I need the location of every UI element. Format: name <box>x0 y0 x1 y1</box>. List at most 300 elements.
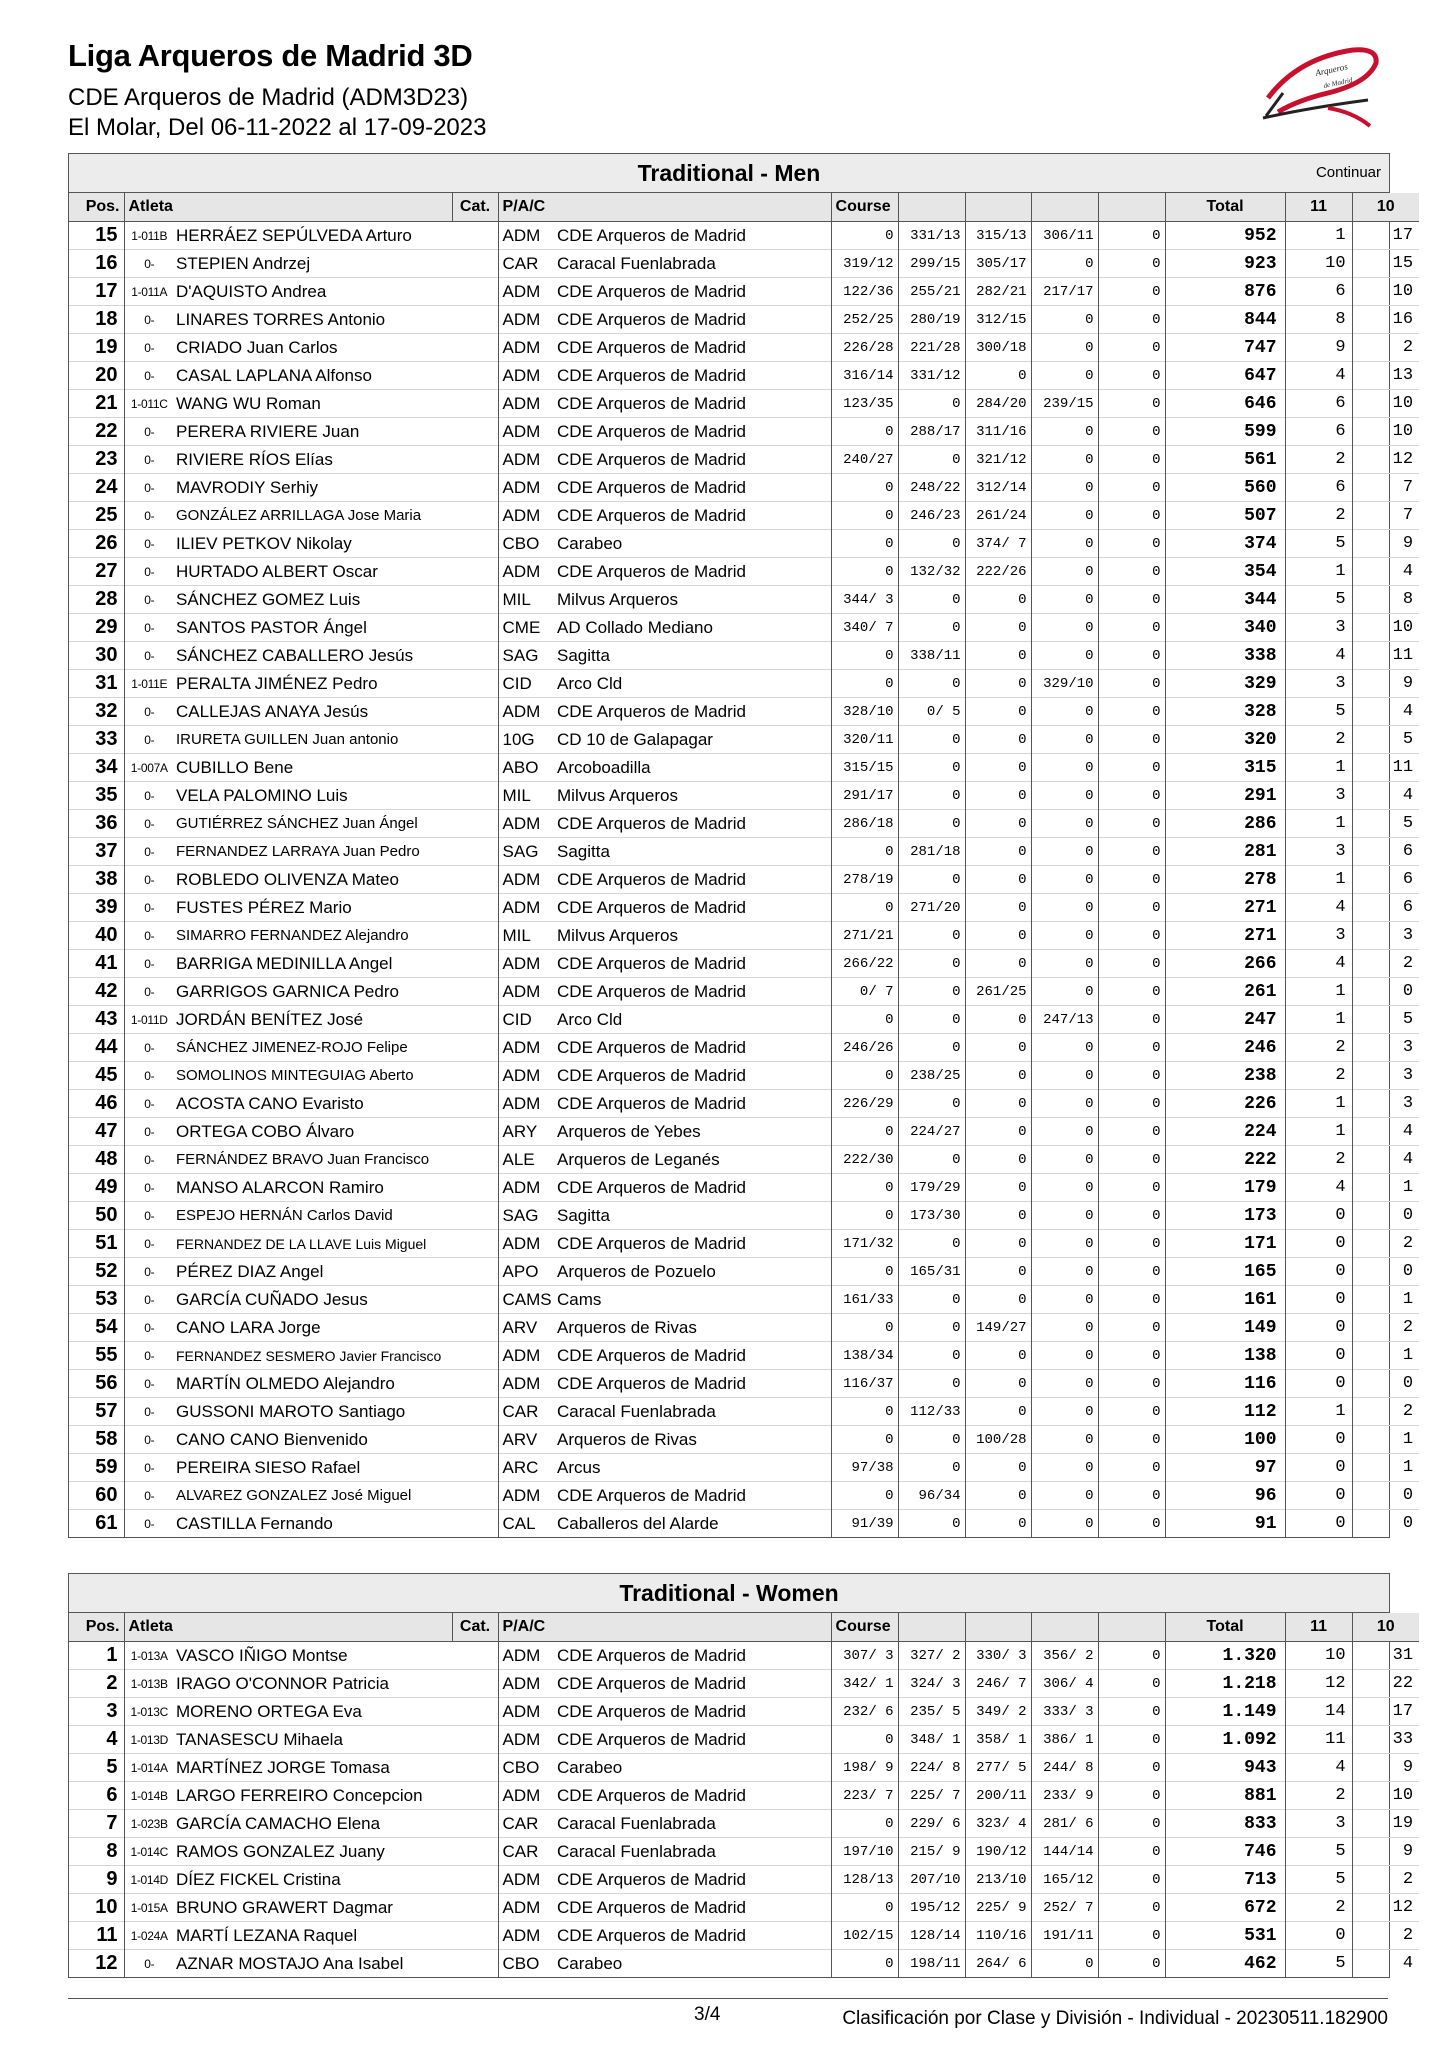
category <box>452 1810 498 1838</box>
total-score: 560 <box>1165 474 1285 502</box>
category <box>452 754 498 782</box>
course-score-4: 0 <box>1031 642 1098 670</box>
course-score-2: 327/ 2 <box>898 1642 965 1670</box>
course-score-4: 281/ 6 <box>1031 1810 1098 1838</box>
total-score: 561 <box>1165 446 1285 474</box>
col-pos: Pos. <box>69 1613 124 1642</box>
license: 0- <box>144 620 155 635</box>
athlete-name: SIMARRO FERNANDEZ Alejandro <box>176 927 409 944</box>
course-score-4: 191/11 <box>1031 1922 1098 1950</box>
course-score-3: 222/26 <box>965 558 1031 586</box>
category <box>452 1118 498 1146</box>
category <box>452 1174 498 1202</box>
club-name: CDE Arqueros de Madrid <box>553 474 831 502</box>
count-11: 4 <box>1285 642 1352 670</box>
course-score-2: 0 <box>898 810 965 838</box>
course-score-4: 0 <box>1031 614 1098 642</box>
club-code: ARV <box>502 1429 538 1449</box>
club-name: CDE Arqueros de Madrid <box>553 1894 831 1922</box>
rank: 29 <box>69 614 124 642</box>
rank: 28 <box>69 586 124 614</box>
count-10: 12 <box>1392 1898 1414 1917</box>
count-11: 0 <box>1285 1426 1352 1454</box>
course-score-1: 286/18 <box>831 810 898 838</box>
count-10: 4 <box>1402 1122 1414 1141</box>
rank: 26 <box>69 530 124 558</box>
course-score-2: 112/33 <box>898 1398 965 1426</box>
club-name: Caracal Fuenlabrada <box>553 1810 831 1838</box>
club-code: ADM <box>502 281 541 301</box>
course-score-1: 122/36 <box>831 278 898 306</box>
course-score-1: 319/12 <box>831 250 898 278</box>
course-score-3: 0 <box>965 1482 1031 1510</box>
club-name: Arqueros de Rivas <box>553 1314 831 1342</box>
total-score: 844 <box>1165 306 1285 334</box>
club-code: MIL <box>502 785 531 805</box>
rank: 6 <box>69 1782 124 1810</box>
category <box>452 1950 498 1978</box>
course-score-4: 386/ 1 <box>1031 1726 1098 1754</box>
club-code: CAR <box>502 1401 539 1421</box>
count-11: 6 <box>1285 474 1352 502</box>
total-score: 281 <box>1165 838 1285 866</box>
athlete-name: JORDÁN BENÍTEZ José <box>176 1009 364 1029</box>
course-score-2: 0 <box>898 586 965 614</box>
club-code: ADM <box>502 813 541 833</box>
athlete-name: FERNANDEZ DE LA LLAVE Luis Miguel <box>176 1235 427 1252</box>
license: 0- <box>144 1152 155 1167</box>
total-score: 462 <box>1165 1950 1285 1978</box>
club-code: ABO <box>502 757 539 777</box>
count-10: 4 <box>1402 1150 1414 1169</box>
count-11: 1 <box>1285 1398 1352 1426</box>
rank: 34 <box>69 754 124 782</box>
athlete-name: SANTOS PASTOR Ángel <box>176 617 367 637</box>
count-11: 9 <box>1285 334 1352 362</box>
course-score-5: 0 <box>1098 1062 1165 1090</box>
count-11: 1 <box>1285 810 1352 838</box>
category <box>452 1922 498 1950</box>
total-score: 340 <box>1165 614 1285 642</box>
club-name: CDE Arqueros de Madrid <box>553 1782 831 1810</box>
count-11: 8 <box>1285 306 1352 334</box>
count-10: 7 <box>1402 478 1414 497</box>
license: 0- <box>144 1236 155 1251</box>
club-name: CDE Arqueros de Madrid <box>553 1866 831 1894</box>
club-code: MIL <box>502 925 531 945</box>
course-score-1: 0 <box>831 1174 898 1202</box>
club-code: SAG <box>502 645 539 665</box>
athlete-name: ALVAREZ GONZALEZ José Miguel <box>176 1487 412 1504</box>
club-name: CDE Arqueros de Madrid <box>553 306 831 334</box>
course-score-3: 0 <box>965 922 1031 950</box>
club-code: ADM <box>502 701 541 721</box>
license: 0- <box>144 312 155 327</box>
count-11: 3 <box>1285 1810 1352 1838</box>
course-score-4: 233/ 9 <box>1031 1782 1098 1810</box>
category <box>452 586 498 614</box>
course-score-4: 0 <box>1031 446 1098 474</box>
athlete-name: ACOSTA CANO Evaristo <box>176 1093 364 1113</box>
count-10: 4 <box>1402 702 1414 721</box>
count-11: 6 <box>1285 278 1352 306</box>
count-11: 1 <box>1285 558 1352 586</box>
course-score-1: 0 <box>831 530 898 558</box>
club-code: ADM <box>502 981 541 1001</box>
course-score-1: 328/10 <box>831 698 898 726</box>
athlete-name: VELA PALOMINO Luis <box>176 785 348 805</box>
table-row <box>69 1810 1419 1838</box>
club-code: SAG <box>502 1205 539 1225</box>
total-score: 261 <box>1165 978 1285 1006</box>
rank: 35 <box>69 782 124 810</box>
table-row <box>69 1118 1419 1146</box>
total-score: 320 <box>1165 726 1285 754</box>
course-score-1: 344/ 3 <box>831 586 898 614</box>
course-score-4: 0 <box>1031 1146 1098 1174</box>
course-score-2: 0 <box>898 1090 965 1118</box>
table-row <box>69 1426 1419 1454</box>
course-score-2: 0 <box>898 390 965 418</box>
rank: 15 <box>69 222 124 250</box>
course-score-4: 306/11 <box>1031 222 1098 250</box>
club-name: Arco Cld <box>553 670 831 698</box>
club-code: ADM <box>502 365 541 385</box>
course-score-4: 0 <box>1031 530 1098 558</box>
count-10: 1 <box>1402 1346 1414 1365</box>
total-score: 599 <box>1165 418 1285 446</box>
total-score: 96 <box>1165 1482 1285 1510</box>
table-row <box>69 1670 1419 1698</box>
course-score-3: 284/20 <box>965 390 1031 418</box>
count-11: 1 <box>1285 754 1352 782</box>
course-score-2: 195/12 <box>898 1894 965 1922</box>
course-score-3: 323/ 4 <box>965 1810 1031 1838</box>
course-score-4: 0 <box>1031 250 1098 278</box>
course-score-3: 190/12 <box>965 1838 1031 1866</box>
count-11: 0 <box>1285 1510 1352 1538</box>
category <box>452 1258 498 1286</box>
section-title: Traditional - Women <box>619 1580 839 1606</box>
course-score-2: 165/31 <box>898 1258 965 1286</box>
course-score-1: 91/39 <box>831 1510 898 1538</box>
course-score-4: 0 <box>1031 418 1098 446</box>
count-11: 11 <box>1285 1726 1352 1754</box>
club-code: CAL <box>502 1513 536 1533</box>
course-score-2: 0 <box>898 1454 965 1482</box>
count-11: 4 <box>1285 1754 1352 1782</box>
club-name: Sagitta <box>553 642 831 670</box>
course-score-5: 0 <box>1098 1118 1165 1146</box>
course-score-3: 0 <box>965 698 1031 726</box>
category <box>452 1838 498 1866</box>
course-score-3: 261/25 <box>965 978 1031 1006</box>
club-name: CD 10 de Galapagar <box>553 726 831 754</box>
table-row <box>69 1034 1419 1062</box>
count-10: 10 <box>1392 282 1414 301</box>
total-score: 179 <box>1165 1174 1285 1202</box>
rank: 60 <box>69 1482 124 1510</box>
license: 0- <box>144 1348 155 1363</box>
club-name: Caballeros del Alarde <box>553 1510 831 1538</box>
category <box>452 1670 498 1698</box>
license: 0- <box>144 816 155 831</box>
rank: 42 <box>69 978 124 1006</box>
club-code: ADM <box>502 225 541 245</box>
athlete-name: FERNANDEZ LARRAYA Juan Pedro <box>176 843 420 860</box>
course-score-2: 0 <box>898 1146 965 1174</box>
club-code: ADM <box>502 1673 541 1693</box>
course-score-4: 0 <box>1031 782 1098 810</box>
course-score-5: 0 <box>1098 1034 1165 1062</box>
course-score-3: 149/27 <box>965 1314 1031 1342</box>
athlete-name: BARRIGA MEDINILLA Angel <box>176 953 393 973</box>
count-11: 3 <box>1285 614 1352 642</box>
course-score-3: 0 <box>965 1230 1031 1258</box>
course-score-1: 271/21 <box>831 922 898 950</box>
section-header <box>69 1574 1389 1613</box>
course-score-3: 100/28 <box>965 1426 1031 1454</box>
course-score-3: 0 <box>965 586 1031 614</box>
course-score-1: 171/32 <box>831 1230 898 1258</box>
rank: 10 <box>69 1894 124 1922</box>
club-name: Caracal Fuenlabrada <box>553 250 831 278</box>
course-score-4: 0 <box>1031 1314 1098 1342</box>
course-score-2: 224/ 8 <box>898 1754 965 1782</box>
course-score-2: 0 <box>898 1510 965 1538</box>
course-score-5: 0 <box>1098 670 1165 698</box>
count-11: 6 <box>1285 390 1352 418</box>
course-score-1: 197/10 <box>831 1838 898 1866</box>
count-11: 5 <box>1285 698 1352 726</box>
table-row <box>69 1482 1419 1510</box>
results-table <box>69 1613 1419 1977</box>
count-10: 6 <box>1402 842 1414 861</box>
club-code: CBO <box>502 1953 540 1973</box>
club-code: ADM <box>502 1093 541 1113</box>
category <box>452 418 498 446</box>
total-score: 100 <box>1165 1426 1285 1454</box>
course-score-5: 0 <box>1098 1174 1165 1202</box>
course-score-1: 0 <box>831 642 898 670</box>
rank: 30 <box>69 642 124 670</box>
club-name: Arcus <box>553 1454 831 1482</box>
course-score-5: 0 <box>1098 502 1165 530</box>
course-score-4: 0 <box>1031 306 1098 334</box>
rank: 7 <box>69 1810 124 1838</box>
course-score-3: 0 <box>965 1090 1031 1118</box>
rank: 16 <box>69 250 124 278</box>
col-11: 11 <box>1285 1613 1352 1642</box>
total-score: 328 <box>1165 698 1285 726</box>
rank: 2 <box>69 1670 124 1698</box>
section-traditional-men <box>68 153 1414 1538</box>
course-score-1: 226/28 <box>831 334 898 362</box>
course-score-4: 0 <box>1031 922 1098 950</box>
license: 0- <box>144 1376 155 1391</box>
course-score-2: 128/14 <box>898 1922 965 1950</box>
total-score: 943 <box>1165 1754 1285 1782</box>
course-score-5: 0 <box>1098 1754 1165 1782</box>
table-row <box>69 362 1419 390</box>
rank: 24 <box>69 474 124 502</box>
course-score-1: 0 <box>831 1118 898 1146</box>
course-score-2: 281/18 <box>898 838 965 866</box>
course-score-5: 0 <box>1098 334 1165 362</box>
course-score-1: 0 <box>831 1006 898 1034</box>
total-score: 247 <box>1165 1006 1285 1034</box>
category <box>452 1202 498 1230</box>
count-10: 2 <box>1402 1318 1414 1337</box>
club-name: CDE Arqueros de Madrid <box>553 390 831 418</box>
athlete-name: FERNANDEZ SESMERO Javier Francisco <box>176 1347 442 1364</box>
count-11: 0 <box>1285 1370 1352 1398</box>
course-score-5: 0 <box>1098 782 1165 810</box>
athlete-name: WANG WU Roman <box>176 393 321 413</box>
table-row <box>69 922 1419 950</box>
club-code: ADM <box>502 449 541 469</box>
course-score-3: 246/ 7 <box>965 1670 1031 1698</box>
count-10: 1 <box>1402 1458 1414 1477</box>
course-score-1: 342/ 1 <box>831 1670 898 1698</box>
total-score: 278 <box>1165 866 1285 894</box>
total-score: 672 <box>1165 1894 1285 1922</box>
count-10: 13 <box>1392 366 1414 385</box>
col-athlete: Atleta <box>124 1613 452 1642</box>
course-score-1: 223/ 7 <box>831 1782 898 1810</box>
license: 0- <box>144 1208 155 1223</box>
club-name: Arqueros de Leganés <box>553 1146 831 1174</box>
table-row <box>69 698 1419 726</box>
course-score-3: 0 <box>965 642 1031 670</box>
club-name: CDE Arqueros de Madrid <box>553 1726 831 1754</box>
club-name: CDE Arqueros de Madrid <box>553 866 831 894</box>
course-score-1: 0 <box>831 1482 898 1510</box>
course-score-3: 0 <box>965 362 1031 390</box>
athlete-name: CASTILLA Fernando <box>176 1513 333 1533</box>
count-10: 17 <box>1392 226 1414 245</box>
rank: 31 <box>69 670 124 698</box>
course-score-4: 0 <box>1031 810 1098 838</box>
count-10: 1 <box>1402 1178 1414 1197</box>
course-score-2: 96/34 <box>898 1482 965 1510</box>
club-code: CAR <box>502 1813 539 1833</box>
col-blank <box>898 1613 965 1642</box>
course-score-5: 0 <box>1098 978 1165 1006</box>
course-score-3: 225/ 9 <box>965 1894 1031 1922</box>
athlete-name: D'AQUISTO Andrea <box>176 281 327 301</box>
total-score: 329 <box>1165 670 1285 698</box>
course-score-5: 0 <box>1098 1698 1165 1726</box>
count-10: 7 <box>1402 506 1414 525</box>
course-score-2: 0 <box>898 922 965 950</box>
course-score-5: 0 <box>1098 1230 1165 1258</box>
license: 0- <box>144 1516 155 1531</box>
total-score: 747 <box>1165 334 1285 362</box>
course-score-3: 0 <box>965 894 1031 922</box>
rank: 22 <box>69 418 124 446</box>
course-score-2: 0 <box>898 1342 965 1370</box>
total-score: 1.149 <box>1165 1698 1285 1726</box>
count-11: 1 <box>1285 222 1352 250</box>
count-11: 1 <box>1285 978 1352 1006</box>
course-score-2: 173/30 <box>898 1202 965 1230</box>
license: 0- <box>144 508 155 523</box>
rank: 3 <box>69 1698 124 1726</box>
count-10: 3 <box>1402 1038 1414 1057</box>
club-code: CID <box>502 673 532 693</box>
course-score-4: 0 <box>1031 502 1098 530</box>
col-blank <box>1098 193 1165 222</box>
course-score-1: 0 <box>831 1062 898 1090</box>
table-row <box>69 1398 1419 1426</box>
club-name: CDE Arqueros de Madrid <box>553 1698 831 1726</box>
course-score-5: 0 <box>1098 1838 1165 1866</box>
col-blank <box>965 1613 1031 1642</box>
course-score-5: 0 <box>1098 1670 1165 1698</box>
table-row <box>69 838 1419 866</box>
club-name: CDE Arqueros de Madrid <box>553 1482 831 1510</box>
course-score-2: 299/15 <box>898 250 965 278</box>
category <box>452 1426 498 1454</box>
course-score-5: 0 <box>1098 950 1165 978</box>
count-10: 2 <box>1402 1402 1414 1421</box>
total-score: 315 <box>1165 754 1285 782</box>
course-score-2: 0 <box>898 1286 965 1314</box>
club-code: ARC <box>502 1457 539 1477</box>
course-score-4: 239/15 <box>1031 390 1098 418</box>
category <box>452 250 498 278</box>
course-score-4: 252/ 7 <box>1031 1894 1098 1922</box>
athlete-name: MANSO ALARCON Ramiro <box>176 1177 384 1197</box>
course-score-2: 0 <box>898 530 965 558</box>
course-score-5: 0 <box>1098 418 1165 446</box>
course-score-5: 0 <box>1098 614 1165 642</box>
count-11: 1 <box>1285 1006 1352 1034</box>
course-score-2: 215/ 9 <box>898 1838 965 1866</box>
athlete-name: GARCÍA CUÑADO Jesus <box>176 1289 368 1309</box>
table-row <box>69 502 1419 530</box>
count-10: 0 <box>1402 1374 1414 1393</box>
count-10: 2 <box>1402 338 1414 357</box>
course-score-2: 235/ 5 <box>898 1698 965 1726</box>
table-row <box>69 1146 1419 1174</box>
club-name: Arqueros de Yebes <box>553 1118 831 1146</box>
col-pac: P/A/C <box>498 193 831 222</box>
count-10: 0 <box>1402 982 1414 1001</box>
count-10: 0 <box>1402 1206 1414 1225</box>
course-score-5: 0 <box>1098 250 1165 278</box>
course-score-2: 132/32 <box>898 558 965 586</box>
club-code: ADM <box>502 897 541 917</box>
club-name: Arcoboadilla <box>553 754 831 782</box>
col-course: Course <box>831 1613 898 1642</box>
athlete-name: HERRÁEZ SEPÚLVEDA Arturo <box>176 225 412 245</box>
athlete-name: MARTÍNEZ JORGE Tomasa <box>176 1757 390 1777</box>
table-row <box>69 1006 1419 1034</box>
club-name: CDE Arqueros de Madrid <box>553 978 831 1006</box>
col-blank <box>1031 1613 1098 1642</box>
course-score-5: 0 <box>1098 838 1165 866</box>
category <box>452 978 498 1006</box>
course-score-5: 0 <box>1098 698 1165 726</box>
rank: 49 <box>69 1174 124 1202</box>
rank: 19 <box>69 334 124 362</box>
club-name: Sagitta <box>553 838 831 866</box>
license: 0- <box>144 1956 155 1971</box>
club-name: CDE Arqueros de Madrid <box>553 418 831 446</box>
course-score-5: 0 <box>1098 1398 1165 1426</box>
